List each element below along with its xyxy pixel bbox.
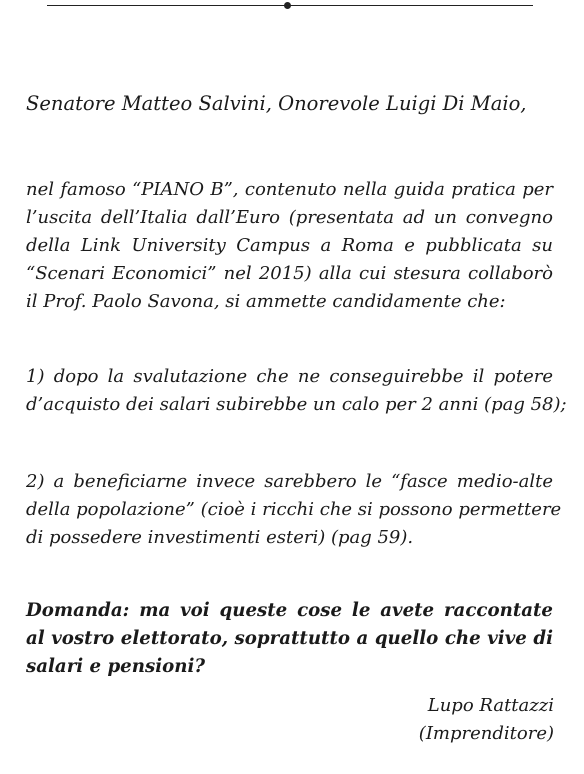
- question-line: Domanda: ma voi queste cose le avete raccontate: [26, 600, 553, 621]
- signature-role: (Imprenditore): [418, 723, 554, 744]
- point-one: [26, 363, 567, 419]
- paragraph-line: nel famoso “PIANO B”, contenuto nella guida pratica per: [26, 179, 553, 200]
- divider-ornament-dot: [284, 2, 291, 9]
- paragraph-plan-b: [26, 176, 553, 316]
- question-paragraph: [26, 597, 553, 681]
- signature-name: Lupo Rattazzi: [427, 695, 554, 716]
- paragraph-line: di possedere investimenti esteri) (pag 59).: [26, 527, 414, 548]
- paragraph-line: d’acquisto dei salari subirebbe un calo per 2 anni (pag 58);: [26, 394, 567, 415]
- greeting-text: Senatore Matteo Salvini, Onorevole Luigi Di Maio,: [26, 92, 527, 115]
- signature-block: [419, 692, 554, 748]
- paragraph-line: della Link University Campus a Roma e pubblicata su: [26, 235, 553, 256]
- question-line: al vostro elettorato, soprattutto a quello che vive di: [26, 628, 553, 649]
- paragraph-line: l’uscita dell’Italia dall’Euro (presentata ad un convegno: [26, 207, 553, 228]
- paragraph-line: “Scenari Economici” nel 2015) alla cui stesura collaborò: [26, 263, 553, 284]
- letter-greeting: [26, 90, 553, 118]
- question-line: salari e pensioni?: [26, 656, 206, 677]
- paragraph-line: 1) dopo la svalutazione che ne conseguirebbe il potere: [26, 366, 553, 387]
- paragraph-line: 2) a beneficiarne invece sarebbero le “fasce medio-alte: [26, 471, 553, 492]
- paragraph-line: il Prof. Paolo Savona, si ammette candidamente che:: [26, 291, 506, 312]
- paragraph-line: della popolazione” (cioè i ricchi che si possono permettere: [26, 499, 562, 520]
- point-two: [26, 468, 562, 552]
